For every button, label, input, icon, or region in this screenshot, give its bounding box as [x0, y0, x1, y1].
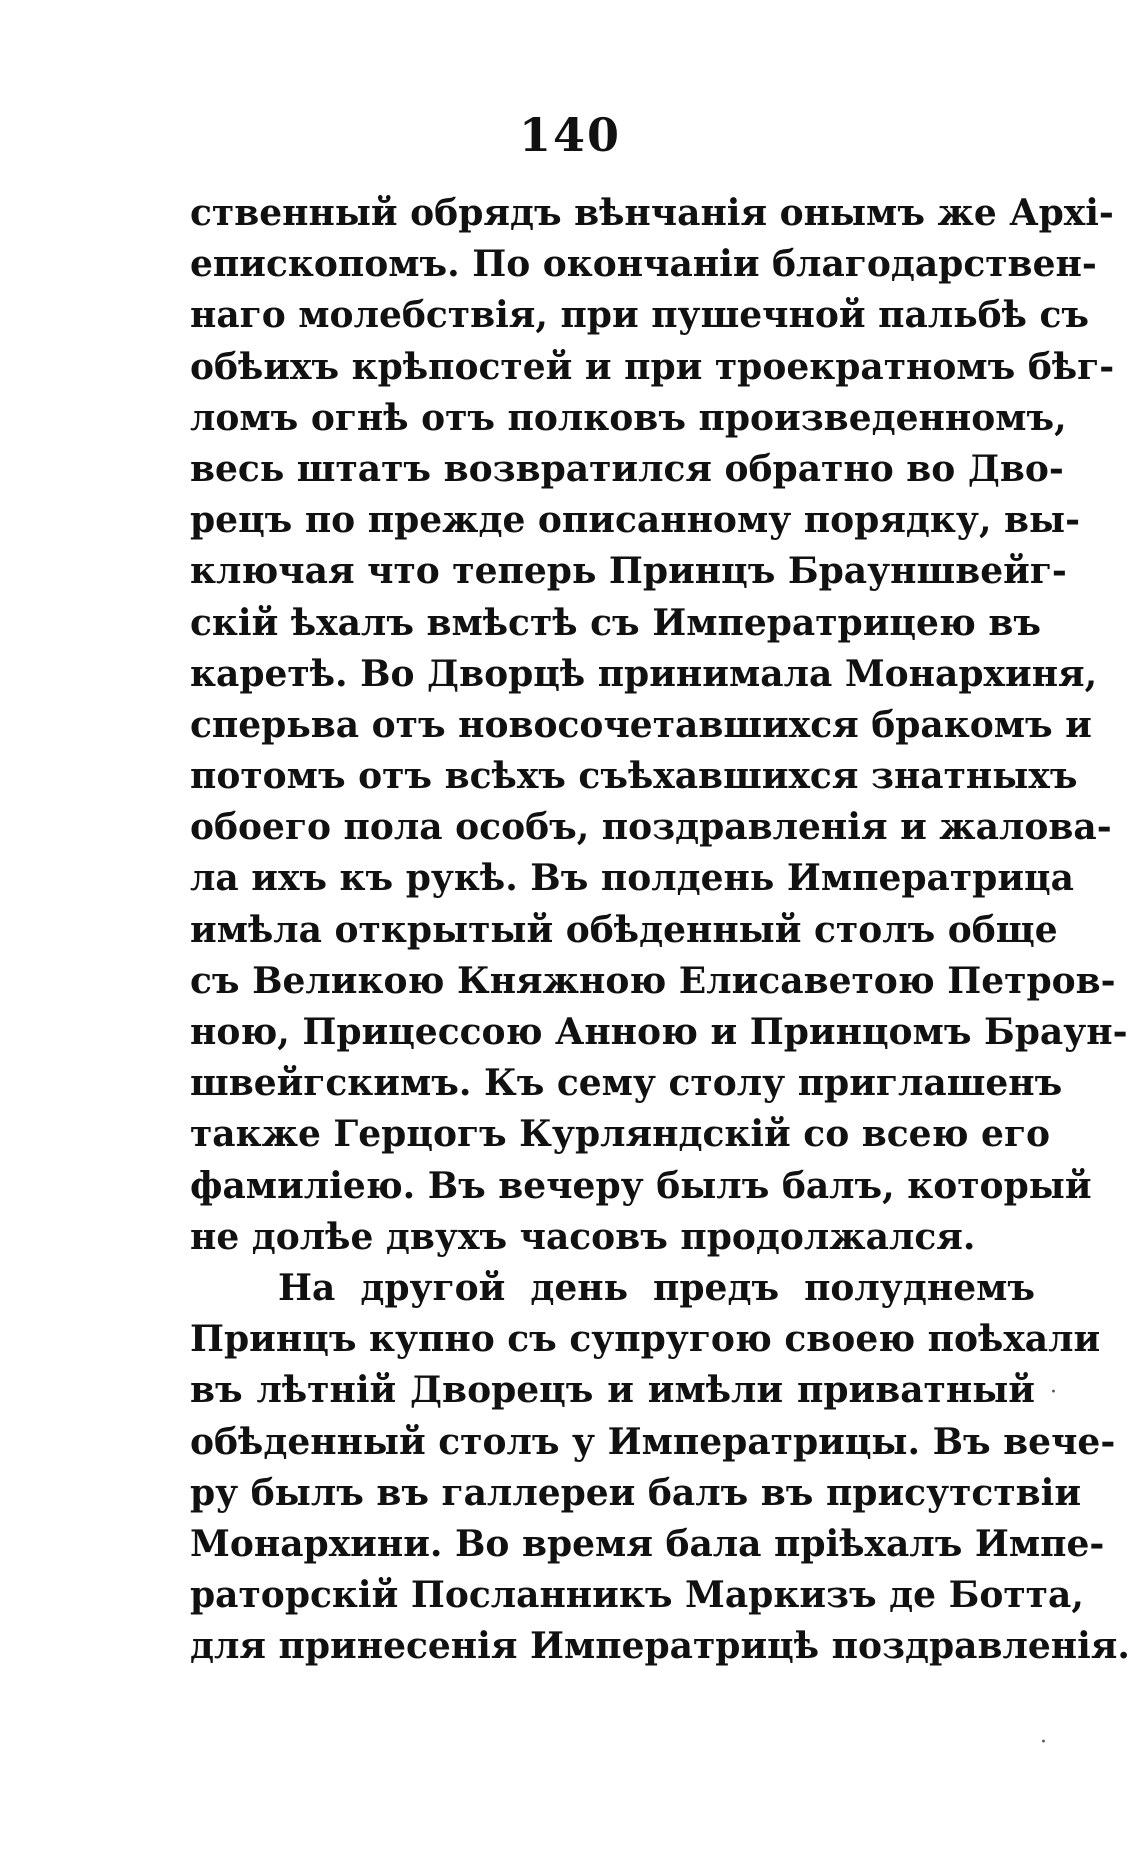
text-line: также Герцогъ Курляндскій со всею его [190, 1113, 1051, 1156]
paragraph-first-line: На другой день предъ полуднемъ [278, 1266, 1035, 1309]
text-line: ственный обрядъ вѣнчанія онымъ же Архі- [190, 192, 1114, 234]
text-line: обѣихъ крѣпостей и при троекратномъ бѣг- [190, 345, 1115, 388]
text-line: швейгскимъ. Къ сему столу приглашенъ [190, 1062, 1063, 1105]
text-line: раторскій Посланникъ Маркизъ де Ботта, [190, 1574, 1084, 1617]
page-number: 140 [518, 108, 622, 162]
text-line: каретѣ. Во Дворцѣ принимала Монархиня, [190, 652, 1098, 695]
text-line: весь штатъ возвратился обратно во Дво- [190, 447, 1064, 490]
text-line: сперьва отъ новосочетавшихся бракомъ и [190, 703, 1092, 746]
text-line: имѣла открытый обѣденный столъ обще [190, 908, 1058, 951]
paragraph-end-line: не долѣе двухъ часовъ продолжался. [190, 1215, 976, 1258]
text-line: обоего пола особъ, поздравленія и жалова- [190, 806, 1112, 849]
text-line: рецъ по прежде описанному порядку, вы- [190, 499, 1081, 542]
text-line: наго молебствія, при пушечной пальбѣ съ [190, 294, 1090, 337]
text-line: ру былъ въ галлереи балъ въ присутствіи [190, 1471, 1082, 1514]
text-line: для принесенія Императрицѣ поздравленія. [190, 1625, 1130, 1668]
text-line: ла ихъ къ рукѣ. Въ полдень Императрица [190, 857, 1074, 900]
text-line: потомъ отъ всѣхъ съѣхавшихся знатныхъ [190, 755, 1078, 798]
print-speck: · [1050, 1380, 1057, 1405]
text-line: ною, Прицессою Анною и Принцомъ Браун- [190, 1011, 1128, 1053]
text-line: Монархини. Во время бала пріѣхалъ Импе- [190, 1522, 1105, 1565]
body-text [190, 188, 1130, 1672]
text-line: въ лѣтній Дворецъ и имѣли приватный [190, 1369, 1035, 1412]
text-line: съ Великою Княжною Елисаветою Петров- [190, 959, 1116, 1002]
text-line: ломъ огнѣ отъ полковъ произведенномъ, [190, 396, 1067, 439]
text-line: ключая что теперь Принцъ Брауншвейг- [190, 550, 1067, 593]
text-line: фамиліею. Въ вечеру былъ балъ, который [190, 1164, 1092, 1207]
print-speck: · [1040, 1730, 1047, 1755]
text-line: скій ѣхалъ вмѣстѣ съ Императрицею въ [190, 601, 1041, 644]
text-line: обѣденный столъ у Императрицы. Въ вече- [190, 1420, 1116, 1463]
text-line: епископомъ. По окончаніи благодарствен- [190, 243, 1097, 286]
text-line: Принцъ купно съ супругою своею поѣхали [190, 1318, 1101, 1361]
